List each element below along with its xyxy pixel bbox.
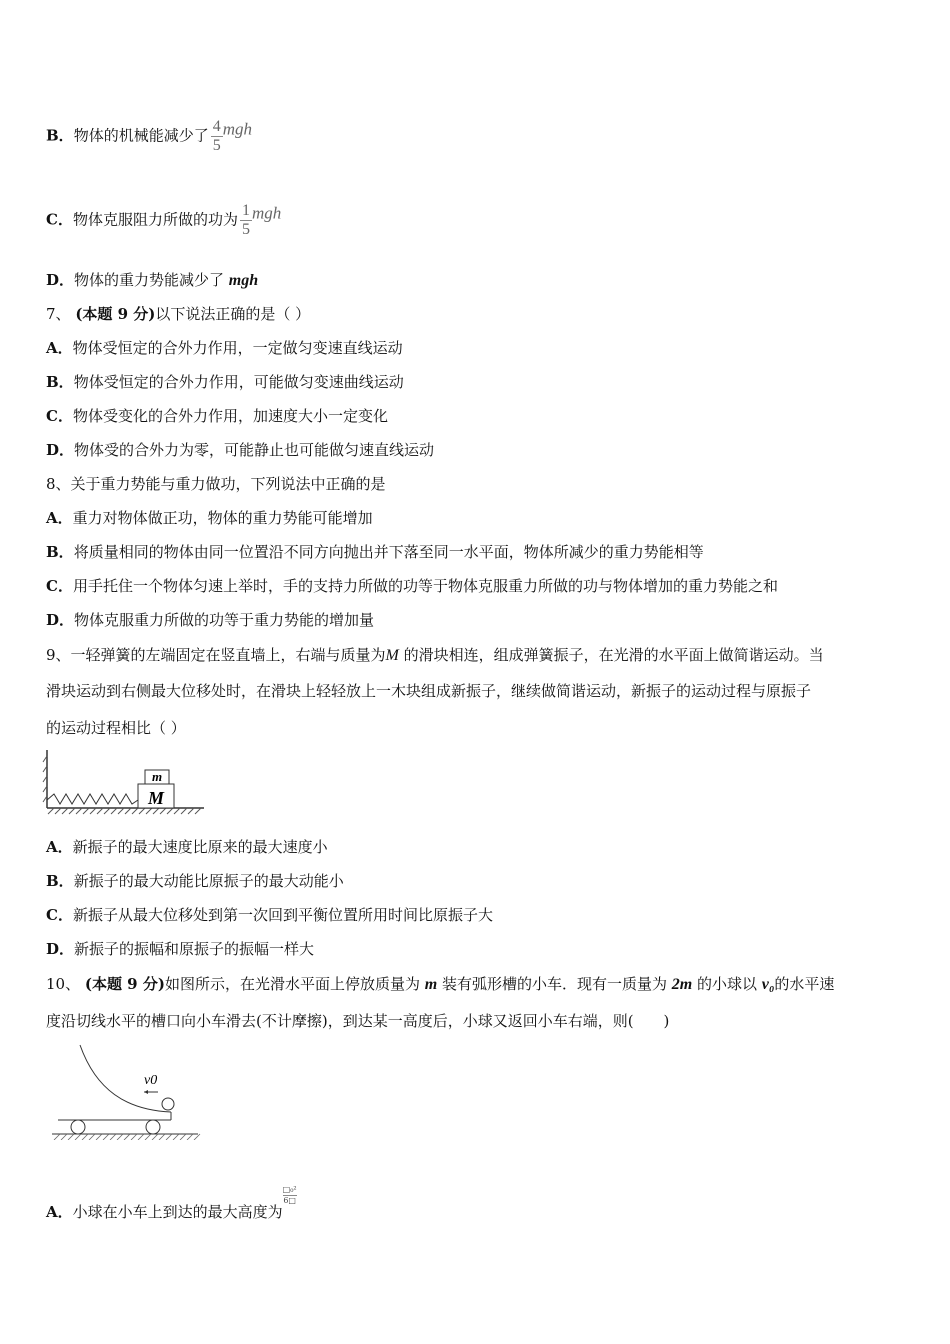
small-block-label: m	[151, 769, 163, 784]
hatch-mark	[188, 808, 194, 814]
option-text: 物体克服重力所做的功等于重力势能的增加量	[74, 611, 375, 629]
hatch-mark	[132, 808, 138, 814]
hatch-mark	[145, 1134, 151, 1140]
hatch-mark	[138, 1134, 144, 1140]
text: 9、一轻弹簧的左端固定在竖直墙上，右端与质量为	[46, 646, 386, 664]
math-var: m	[424, 976, 438, 993]
hatch-mark	[55, 808, 61, 814]
option-text: 物体受的合外力为零，可能静止也可能做匀速直线运动	[74, 441, 435, 459]
text: 的小球以	[692, 975, 762, 993]
option-label: B．	[46, 543, 74, 561]
text: 如图所示，在光滑水平面上停放质量为	[164, 975, 425, 993]
fraction	[240, 202, 252, 239]
hatch-mark	[96, 1134, 102, 1140]
option-text: 新振子的最大速度比原来的最大速度小	[72, 838, 328, 856]
option-text: 物体受恒定的合外力作用，一定做匀变速直线运动	[72, 339, 403, 357]
numerator: □₀²	[282, 1185, 297, 1194]
option-text: 物体的重力势能减少了	[74, 271, 229, 289]
q9-option-c	[46, 905, 493, 925]
q8-option-c	[46, 576, 778, 596]
score-note: (本题 9 分)	[75, 305, 156, 323]
option-label: D．	[46, 271, 75, 289]
hatch-mark	[187, 1134, 193, 1140]
option-label: A．	[46, 339, 73, 357]
option-text: 物体克服阻力所做的功为	[72, 210, 238, 229]
option-label: B．	[46, 872, 74, 890]
math-var: v₀	[761, 976, 775, 993]
hatch-mark	[89, 1134, 95, 1140]
q7-option-a	[46, 338, 403, 358]
option-label: D．	[46, 940, 75, 958]
hatch-mark	[131, 1134, 137, 1140]
math-var: 2m	[671, 976, 693, 993]
q6-option-d	[46, 270, 258, 291]
hatch-mark	[111, 808, 117, 814]
denominator: 6□	[283, 1196, 296, 1205]
math-var: mgh	[228, 272, 259, 289]
q8-stem: 8、关于重力势能与重力做功，下列说法中正确的是	[46, 475, 386, 493]
hatch-mark	[152, 1134, 158, 1140]
q9-stem-line1	[46, 645, 824, 666]
fraction	[211, 118, 223, 155]
option-label: A．	[46, 1203, 73, 1221]
hatch-mark	[167, 808, 173, 814]
option-text: 物体的机械能减少了	[73, 126, 209, 145]
hatch-mark	[159, 1134, 165, 1140]
q7-option-d	[46, 440, 434, 460]
hatch-mark	[68, 1134, 74, 1140]
option-label: A．	[46, 509, 73, 527]
hatch-mark	[181, 808, 187, 814]
hatch-mark	[104, 808, 110, 814]
option-text: 将质量相同的物体由同一位置沿不同方向抛出并下落至同一水平面，物体所减少的重力势能相等	[73, 543, 704, 561]
large-block-label: M	[147, 788, 165, 808]
question-number: 10、	[46, 975, 85, 993]
hatch-mark	[118, 808, 124, 814]
math-var: M	[385, 647, 399, 664]
hatch-mark	[97, 808, 103, 814]
question-text: 以下说法正确的是（ ）	[155, 305, 311, 323]
option-text: 小球在小车上到达的最大高度为	[72, 1203, 283, 1221]
hatch-mark	[174, 808, 180, 814]
hatch-mark	[54, 1134, 60, 1140]
hatch-mark	[69, 808, 75, 814]
cart-with-arc-groove-figure	[46, 1040, 206, 1140]
q9-option-d	[46, 939, 314, 959]
option-text: 新振子的振幅和原振子的振幅一样大	[74, 940, 315, 958]
score-note: (本题 9 分)	[84, 975, 165, 993]
option-text: 物体受恒定的合外力作用，可能做匀变速曲线运动	[73, 373, 404, 391]
hatch-mark	[110, 1134, 116, 1140]
math-var: mgh	[222, 119, 252, 139]
hatch-mark	[75, 1134, 81, 1140]
q7-stem	[46, 304, 310, 324]
hatch-mark	[139, 808, 145, 814]
hatch-mark	[180, 1134, 186, 1140]
hatch-mark	[125, 808, 131, 814]
hatch-mark	[90, 808, 96, 814]
q10-option-a	[46, 1185, 297, 1222]
hatch-mark	[61, 1134, 67, 1140]
velocity-label: v0	[144, 1073, 158, 1088]
question-number: 7、	[46, 305, 76, 323]
q9-option-b	[46, 871, 344, 891]
hatch-mark	[173, 1134, 179, 1140]
q7-option-b	[46, 372, 404, 392]
option-text: 用手托住一个物体匀速上举时，手的支持力所做的功等于物体克服重力所做的功与物体增加的重力势能之和	[72, 577, 778, 595]
hatch-mark	[82, 1134, 88, 1140]
denominator: 5	[212, 137, 221, 154]
hatch-mark	[195, 808, 201, 814]
denominator: 5	[241, 221, 250, 238]
q8-option-d	[46, 610, 374, 630]
option-text: 重力对物体做正功，物体的重力势能可能增加	[72, 509, 373, 527]
hatch-mark	[103, 1134, 109, 1140]
hatch-mark	[76, 808, 82, 814]
option-label: A．	[46, 838, 73, 856]
hatch-mark	[124, 1134, 130, 1140]
hatch-mark	[62, 808, 68, 814]
q9-stem-line3: 的运动过程相比（ ）	[46, 719, 186, 737]
numerator: 1	[241, 202, 250, 219]
q9-option-a	[46, 837, 328, 857]
hatch-mark	[166, 1134, 172, 1140]
option-label: C．	[46, 577, 73, 595]
hatch-mark	[48, 808, 54, 814]
option-label: C．	[46, 906, 73, 924]
option-text: 新振子从最大位移处到第一次回到平衡位置所用时间比原振子大	[72, 906, 493, 924]
option-label: C．	[46, 210, 73, 229]
option-label: C．	[46, 407, 73, 425]
q6-option-b	[46, 118, 252, 155]
q6-option-c	[46, 202, 281, 239]
spring-oscillator-figure	[42, 748, 207, 818]
option-text: 物体受变化的合外力作用，加速度大小一定变化	[72, 407, 388, 425]
q7-option-c	[46, 406, 388, 426]
option-label: D．	[46, 611, 75, 629]
text: 的水平速	[774, 975, 835, 993]
math-var: mgh	[251, 203, 282, 223]
numerator: 4	[212, 118, 221, 135]
hatch-mark	[153, 808, 159, 814]
hatch-mark	[83, 808, 89, 814]
fraction	[283, 1185, 297, 1206]
option-text: 新振子的最大动能比原振子的最大动能小	[73, 872, 344, 890]
q9-stem-line2: 滑块运动到右侧最大位移处时，在滑块上轻轻放上一木块组成新振子，继续做简谐运动，新振子的运动过程与原振子	[46, 682, 812, 700]
text: 的滑块相连，组成弹簧振子，在光滑的水平面上做简谐运动。当	[398, 646, 824, 664]
option-label: D．	[46, 441, 75, 459]
q10-stem-line2: 度沿切线水平的槽口向小车滑去(不计摩擦)，到达某一高度后，小球又返回小车右端，则( )	[46, 1012, 670, 1030]
q8-option-a	[46, 508, 373, 528]
option-label: B．	[46, 373, 74, 391]
q8-option-b	[46, 542, 704, 562]
text: 装有弧形槽的小车．现有一质量为	[437, 975, 672, 993]
hatch-mark	[160, 808, 166, 814]
hatch-mark	[117, 1134, 123, 1140]
option-label: B．	[46, 126, 74, 145]
hatch-mark	[194, 1134, 200, 1140]
q10-stem-line1	[46, 974, 834, 995]
hatch-mark	[146, 808, 152, 814]
